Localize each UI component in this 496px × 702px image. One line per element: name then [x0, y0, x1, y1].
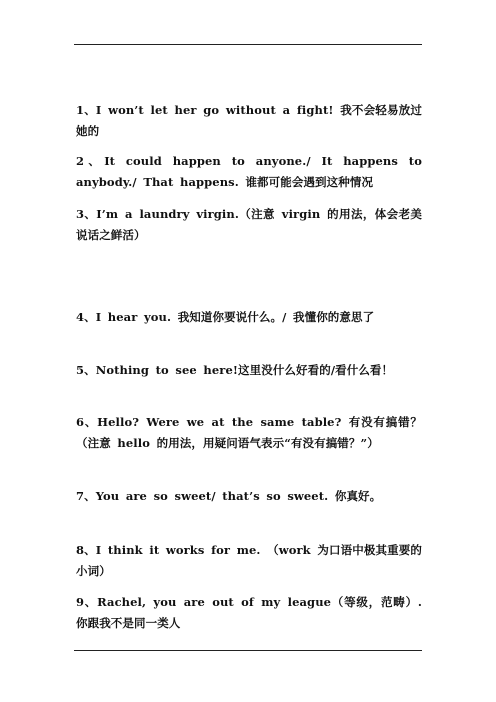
- top-rule: [74, 44, 422, 45]
- phrase-entry-1: 1、I won’t let her go without a fight! 我不会轻易放过她的: [76, 103, 422, 138]
- phrase-entry-2: 2、It could happen to anyone./ It happens to anybody./ That happens. 谁都可能会遇到这种情况: [76, 154, 422, 189]
- phrase-entry-9: 9、Rachel, you are out of my league（等级，范畴）. 你跟我不是同一类人: [76, 595, 422, 630]
- phrase-entry-6: 6、Hello? Were we at the same table? 有没有搞错？（注意 hello 的用法，用疑问语气表示“有没有搞错？”）: [76, 415, 422, 450]
- phrase-entry-7: 7、You are so sweet/ that’s so sweet. 你真好。: [76, 489, 382, 503]
- phrase-entry-4: 4、I hear you. 我知道你要说什么。/ 我懂你的意思了: [76, 310, 375, 324]
- phrase-entry-5: 5、Nothing to see here!这里没什么好看的/看什么看！: [76, 363, 394, 377]
- phrase-entry-3: 3、I’m a laundry virgin.（注意 virgin 的用法，体会老美说话之鲜活）: [76, 207, 422, 242]
- phrase-entry-8: 8、I think it works for me. （work 为口语中极其重要的小词）: [76, 543, 422, 578]
- bottom-rule: [74, 650, 422, 651]
